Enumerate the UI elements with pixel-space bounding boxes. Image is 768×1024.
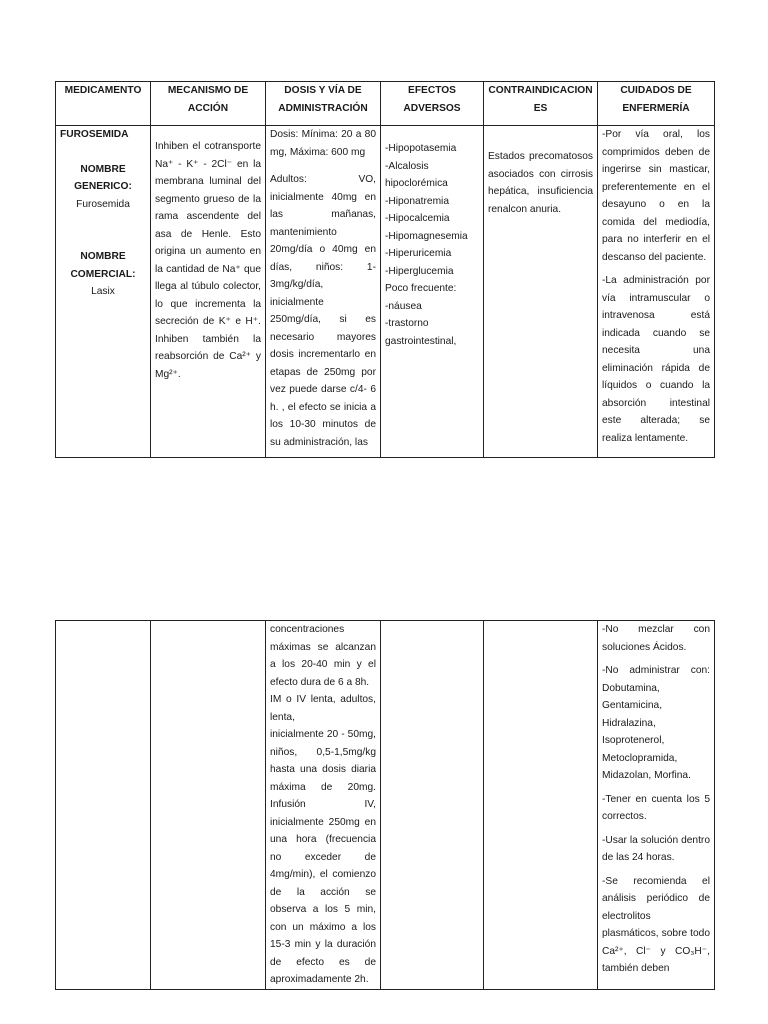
cell-efectos: [381, 621, 484, 990]
drug-table-part-2: [55, 620, 715, 990]
drug-name: FUROSEMIDA: [60, 129, 129, 140]
table-row: [56, 621, 715, 990]
header-cuidados: CUIDADOS DE ENFERMERÍA: [598, 82, 715, 126]
list-item: Poco frecuente:: [385, 283, 457, 294]
care-item: -Usar la solución dentro de las 24 horas.: [602, 834, 710, 863]
cell-efectos: [381, 126, 484, 458]
list-item: -Hipomagnesemia: [385, 230, 468, 242]
list-item: -náusea: [385, 300, 422, 312]
cell-medicamento: [56, 621, 151, 990]
header-dosis: DOSIS Y VÍA DE ADMINISTRACIÓN: [266, 82, 381, 126]
dose-adults: Adultos: VO, inicialmente 40mg en las mañanas, mantenimiento 20mg/día o 40mg en días, niños: 1-3mg/kg/día, inicialmente 250mg/día, si es necesario mayores dosis incrementarlo en etapas de 250mg por vez puede darse c/4- 6 h. , el efecto se inicia a los 10-30 minutos de su administración, las: [270, 174, 376, 448]
header-mecanismo: MECANISMO DE ACCIÓN: [151, 82, 266, 126]
list-item: -Hiponatremia: [385, 195, 449, 207]
cell-cuidados: [598, 126, 715, 458]
cell-mecanismo: [151, 621, 266, 990]
cell-medicamento: [56, 126, 151, 458]
commercial-name-value: Lasix: [91, 286, 115, 297]
care-item: -La administración por vía intramuscular o intravenosa está indicada cuando se necesita una eliminación rápida de líquidos o cuando la absorción intestinal este alterada; se realiza lentamente.: [602, 275, 710, 444]
dose-summary: Dosis: Mínima: 20 a 80 mg, Máxima: 600 mg: [270, 129, 376, 158]
adverse-effects-list: [385, 140, 479, 350]
generic-name-label: NOMBRE GENERICO:: [74, 163, 132, 192]
cell-dosis: [266, 126, 381, 458]
care-item: -Se recomienda el análisis periódico de electrolitos plasmáticos, sobre todo Ca²⁺, Cl⁻ y CO₃H⁻, también deben: [602, 875, 710, 974]
header-row: [56, 82, 715, 126]
contraindications-text: Estados precomatosos asociados con cirrosis hepática, insuficiencia renalcon anuria.: [488, 151, 593, 215]
header-efectos: EFECTOS ADVERSOS: [381, 82, 484, 126]
list-item: -Hipocalcemia: [385, 213, 450, 224]
cell-cuidados: [598, 621, 715, 990]
mechanism-text: Inhiben el cotransporte Na⁺ - K⁺ - 2Cl⁻ en la membrana luminal del segmento grueso de la rama ascendente del asa de Henle. Esto origina un aumento en la cantidad de Na⁺ que llega al túbulo colector, lo que incrementa la secreción de K⁺ e H⁺. Inhiben también la reabsorción de Ca²⁺ y Mg²⁺.: [155, 141, 261, 380]
cell-mecanismo: [151, 126, 266, 458]
care-item: -No administrar con: Dobutamina, Gentamicina, Hidralazina, Isoprotenerol, Metoclopramida, Midazolan, Morfina.: [602, 665, 710, 781]
cell-dosis: concentraciones máximas se alcanzan a los 20-40 min y el efecto dura de 6 a 8h. IM o IV lenta, adultos, lenta, inicialmente 20 - 50mg, niños, 0,5-1,5mg/kg hasta una dosis diaria máxima de 20mg. Infusión IV, inicialmente 250mg en una hora (frecuencia no exceder de 4mg/min), el comienzo de la acción se observa a los 5 min, con un máximo a los 15-3 min y la duración de efecto es de aproximadamente 2h.: [266, 621, 381, 990]
table-row: [56, 126, 715, 458]
cell-contraindicaciones: [484, 126, 598, 458]
list-item: -Hipopotasemia: [385, 143, 457, 154]
cell-contraindicaciones: [484, 621, 598, 990]
commercial-name-label: NOMBRE COMERCIAL:: [70, 251, 136, 280]
list-item: -Hiperuricemia: [385, 248, 452, 259]
care-item: -Tener en cuenta los 5 correctos.: [602, 793, 710, 822]
drug-table-part-1: [55, 81, 715, 458]
header-contraindicaciones: CONTRAINDICACION ES: [484, 82, 598, 126]
care-item: -Por vía oral, los comprimidos deben de ingerirse sin masticar, preferentemente en el desayuno o en la comida del mediodía, para no interferir en el descanso del paciente.: [602, 129, 710, 263]
list-item: -trastorno gastrointestinal,: [385, 318, 457, 347]
care-item: -No mezclar con soluciones Ácidos.: [602, 624, 710, 653]
header-medicamento: MEDICAMENTO: [56, 82, 151, 126]
list-item: -Hiperglucemia: [385, 265, 454, 277]
generic-name-value: Furosemida: [76, 198, 130, 210]
list-item: -Alcalosis hipoclorémica: [385, 160, 448, 189]
